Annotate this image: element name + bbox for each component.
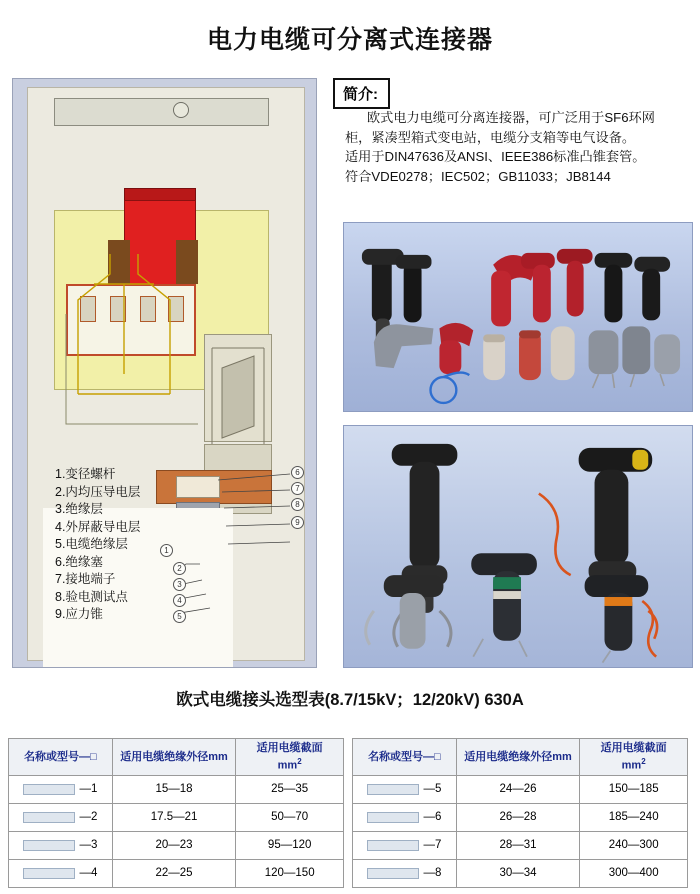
cell-diameter: 17.5—21 (112, 803, 236, 831)
photo-top-contents (344, 223, 692, 412)
model-suffix: —6 (423, 811, 442, 824)
model-blank-chip (23, 812, 75, 823)
intro-line: 欧式电力电缆可分离连接器，可广泛用于SF6环网 (367, 110, 655, 125)
wiring-diagram (58, 254, 208, 444)
callout-5: 5 (173, 610, 186, 623)
header-diameter: 适用电缆绝缘外径mm (112, 739, 236, 776)
table-row (353, 775, 688, 803)
cell-section: 185—240 (580, 803, 688, 831)
callout-8: 8 (291, 498, 304, 511)
table-row (9, 831, 344, 859)
legend-item: 1.变径螺杆 (55, 467, 116, 481)
model-suffix: —1 (79, 783, 98, 796)
cell-diameter: 24—26 (456, 775, 580, 803)
header-section-label: 适用电缆截面 (600, 742, 667, 754)
cell-model (9, 831, 113, 859)
selection-table-right (352, 738, 688, 888)
cell-diameter: 15—18 (112, 775, 236, 803)
callout-4: 4 (173, 594, 186, 607)
table-header-row (9, 739, 344, 776)
model-suffix: —4 (79, 867, 98, 880)
cell-section: 300—400 (580, 859, 688, 887)
table-section-title: 欧式电缆接头选型表(8.7/15kV；12/20kV) 630A (176, 691, 524, 709)
model-blank-chip (367, 812, 419, 823)
model-blank-chip (23, 784, 75, 795)
model-suffix: —5 (423, 783, 442, 796)
header-section-unit: mm (621, 759, 642, 772)
cell-diameter: 22—25 (112, 859, 236, 887)
intro-line: 柜，紧凑型箱式变电站，电缆分支箱等电气设备。 (345, 129, 636, 145)
table-row (353, 803, 688, 831)
model-suffix: —8 (423, 867, 442, 880)
header-section-unit: mm (277, 759, 298, 772)
header-model: 名称或型号—□ (9, 739, 113, 776)
table-row (9, 859, 344, 887)
model-suffix: —2 (79, 811, 98, 824)
table-row (9, 803, 344, 831)
table-row (353, 831, 688, 859)
cell-model (353, 775, 457, 803)
cell-model (9, 775, 113, 803)
model-suffix: —7 (423, 839, 442, 852)
cell-diameter: 30—34 (456, 859, 580, 887)
product-photo-top (343, 222, 693, 412)
cell-section: 95—120 (236, 831, 344, 859)
header-section (580, 739, 688, 776)
cell-model (9, 803, 113, 831)
header-section-sup: 2 (641, 757, 646, 766)
intro-heading: 简介: (333, 78, 390, 109)
page-title: 电力电缆可分离式连接器 (206, 26, 493, 54)
cell-model (353, 803, 457, 831)
drawing-legend (55, 466, 140, 624)
cell-model (353, 859, 457, 887)
legend-item: 3.绝缘层 (55, 502, 103, 516)
switchgear-knob-icon (173, 102, 189, 118)
table-row (353, 859, 688, 887)
legend-item: 9.应力锥 (55, 607, 103, 621)
switchgear-top-bar (54, 98, 269, 126)
cell-diameter: 20—23 (112, 831, 236, 859)
header-section (236, 739, 344, 776)
header-model: 名称或型号—□ (353, 739, 457, 776)
callout-7: 7 (291, 482, 304, 495)
model-suffix: —3 (79, 839, 98, 852)
callout-2: 2 (173, 562, 186, 575)
cell-diameter: 26—28 (456, 803, 580, 831)
legend-item: 8.验电测试点 (55, 589, 128, 604)
cell-section: 120—150 (236, 859, 344, 887)
intro-text (345, 108, 693, 186)
cell-model (9, 859, 113, 887)
callout-3: 3 (173, 578, 186, 591)
photo-bottom-contents (344, 426, 692, 668)
cell-section: 150—185 (580, 775, 688, 803)
header-section-sup: 2 (297, 757, 302, 766)
callout-leaders (178, 468, 306, 618)
intro-line: 符合VDE0278；IEC502；GB11033；JB8144 (345, 168, 611, 184)
legend-item: 5.电缆绝缘层 (55, 537, 128, 551)
table-row (9, 775, 344, 803)
table-header-row (353, 739, 688, 776)
cell-model (353, 831, 457, 859)
cell-section: 25—35 (236, 775, 344, 803)
callout-1: 1 (160, 544, 173, 557)
intro-line: 适用于DIN47636及ANSI、IEEE386标准凸锥套管。 (345, 149, 646, 164)
legend-item: 2.内均压导电层 (55, 484, 141, 499)
legend-item: 4.外屏蔽导电层 (55, 519, 141, 534)
model-blank-chip (367, 840, 419, 851)
product-photo-bottom (343, 425, 693, 668)
cell-section: 240—300 (580, 831, 688, 859)
header-section-label: 适用电缆截面 (256, 742, 323, 754)
model-blank-chip (367, 868, 419, 879)
legend-item: 6.绝缘塞 (55, 554, 103, 569)
cell-diameter: 28—31 (456, 831, 580, 859)
model-blank-chip (367, 784, 419, 795)
callout-6: 6 (291, 466, 304, 479)
model-blank-chip (23, 868, 75, 879)
selection-table-left (8, 738, 344, 888)
header-diameter: 适用电缆绝缘外径mm (456, 739, 580, 776)
callout-9: 9 (291, 516, 304, 529)
cell-section: 50—70 (236, 803, 344, 831)
model-blank-chip (23, 840, 75, 851)
legend-item: 7.接地端子 (55, 572, 116, 586)
